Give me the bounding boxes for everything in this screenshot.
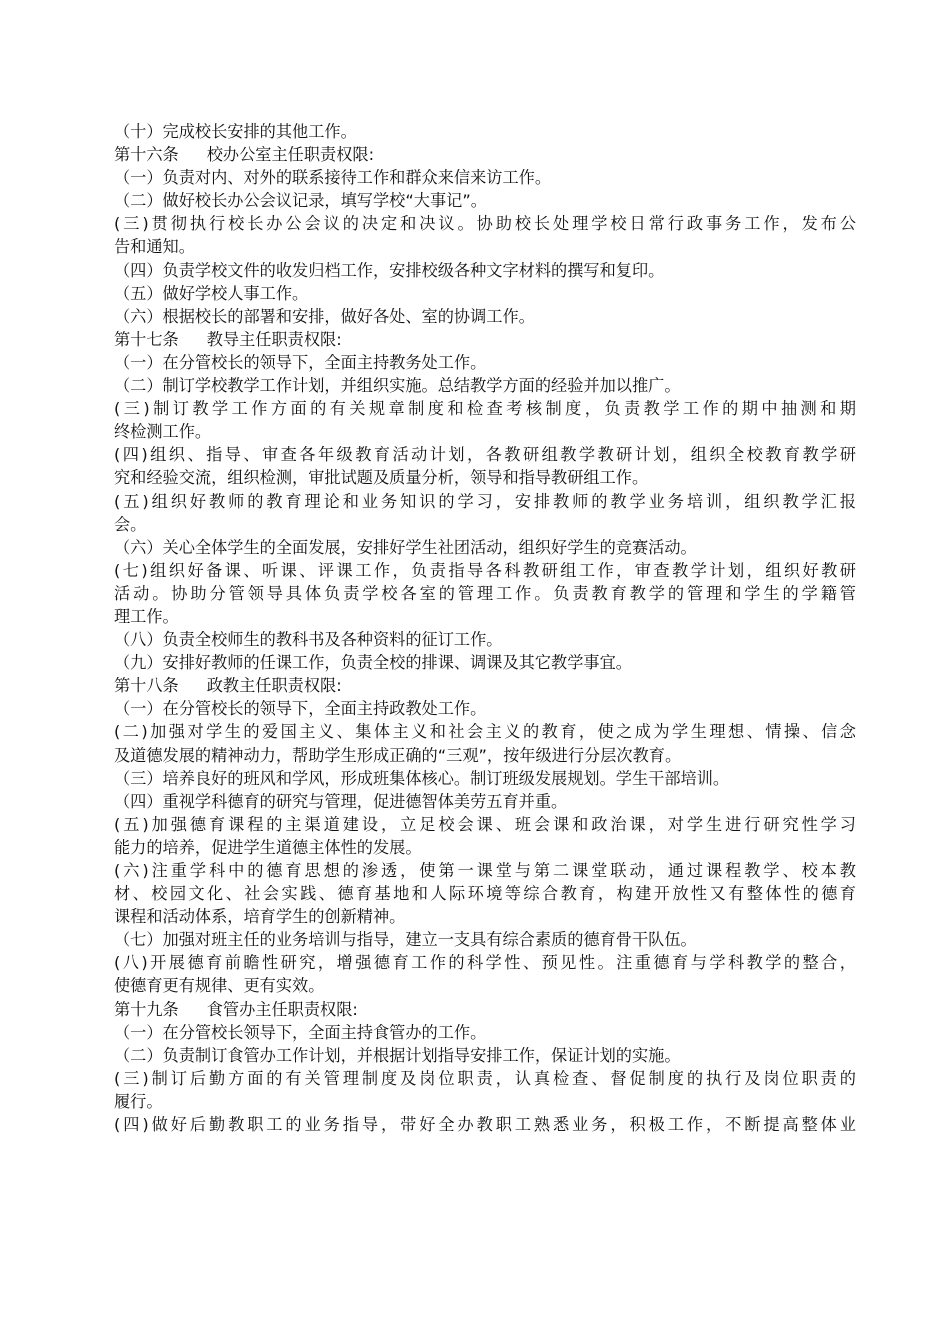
text-line: （十）完成校长安排的其他工作。 [114, 122, 357, 141]
article-heading [114, 674, 856, 697]
text-line: 会。 [114, 514, 147, 534]
text-line: （三）培养良好的班风和学风，形成班集体核心。制订班级发展规划。学生干部培训。 [114, 768, 730, 788]
text-line: (七)组织好备课、听课、评课工作，负责指导各科教研组工作，审查教学计划，组织好教研 [114, 560, 856, 580]
text-line: （四）负责学校文件的收发归档工作，安排校级各种文字材料的撰写和复印。 [114, 260, 665, 280]
text-line: (三)制订后勤方面的有关管理制度及岗位职责，认真检查、督促制度的执行及岗位职责的 [114, 1068, 856, 1088]
text-line: (六)注重学科中的德育思想的渗透，使第一课堂与第二课堂联动，通过课程教学、校本教 [114, 861, 856, 880]
text-line: (四)组织、指导、审查各年级教育活动计划，各教研组教学教研计划，组织全校教育教学研 [114, 445, 856, 465]
text-line: 履行。 [114, 1091, 163, 1111]
article-number: 第十七条 [114, 329, 179, 349]
text-line: （一）在分管校长的领导下，全面主持政教处工作。 [114, 699, 487, 719]
article-number: 第十八条 [114, 676, 179, 696]
text-line: （一）在分管校长领导下，全面主持食管办的工作。 [114, 1022, 487, 1042]
text-line: (四)做好后勤教职工的业务指导，带好全办教职工熟悉业务，积极工作，不断提高整体业 [114, 1115, 856, 1135]
document-page [114, 120, 856, 1136]
text-line: (五)加强德育课程的主渠道建设，立足校会课、班会课和政治课，对学生进行研究性学习 [114, 814, 856, 834]
article-title: 校办公室主任职责权限: [206, 145, 375, 165]
text-line: 活动。协助分管领导具体负责学校各室的管理工作。负责教育教学的管理和学生的学籍管 [114, 583, 856, 603]
text-line: 及道德发展的精神动力，帮助学生形成正确的“三观”，按年级进行分层次教育。 [114, 745, 682, 765]
text-line: 能力的培养，促进学生道德主体性的发展。 [114, 837, 422, 857]
text-line: （九）安排好教师的任课工作，负责全校的排课、调课及其它教学事宜。 [114, 653, 632, 673]
article-title: 政教主任职责权限: [206, 676, 342, 696]
text-line: 材、校园文化、社会实践、德育基地和人际环境等综合教育，构建开放性又有整体性的德育 [114, 884, 856, 904]
text-line: 告和通知。 [114, 237, 195, 257]
article-title: 教导主任职责权限: [206, 329, 342, 349]
text-line: (二)加强对学生的爱国主义、集体主义和社会主义的教育，使之成为学生理想、情操、信念 [114, 722, 856, 742]
text-line: (五)组织好教师的教育理论和业务知识的学习，安排教师的教学业务培训，组织教学汇报 [114, 491, 856, 511]
text-line: (三)制订教学工作方面的有关规章制度和检查考核制度，负责教学工作的期中抽测和期 [114, 399, 856, 419]
text-line: 究和经验交流，组织检测，审批试题及质量分析，领导和指导教研组工作。 [114, 468, 649, 488]
text-line: （六）根据校长的部署和安排，做好各处、室的协调工作。 [114, 306, 535, 326]
article-number: 第十九条 [114, 999, 179, 1019]
text-line: 使德育更有规律、更有实效。 [114, 976, 325, 996]
article-heading [114, 328, 856, 351]
text-line: （二）负责制订食管办工作计划，并根据计划指导安排工作，保证计划的实施。 [114, 1045, 681, 1065]
text-line: （一）负责对内、对外的联系接待工作和群众来信来访工作。 [114, 168, 552, 188]
text-line: (八)开展德育前瞻性研究，增强德育工作的科学性、预见性。注重德育与学科教学的整合， [114, 953, 856, 973]
text-line: 理工作。 [114, 606, 179, 626]
article-heading [114, 998, 856, 1021]
text-line: （五）做好学校人事工作。 [114, 283, 309, 303]
text-line: （二）制订学校教学工作计划，并组织实施。总结教学方面的经验并加以推广。 [114, 376, 681, 396]
text-line: (三)贯彻执行校长办公会议的决定和决议。协助校长处理学校日常行政事务工作，发布公 [114, 214, 856, 234]
article-heading [114, 143, 856, 166]
text-line: （七）加强对班主任的业务培训与指导，建立一支具有综合素质的德育骨干队伍。 [114, 930, 697, 950]
text-line: （八）负责全校师生的教科书及各种资料的征订工作。 [114, 630, 503, 650]
article-title: 食管办主任职责权限: [206, 999, 358, 1019]
text-line: （四）重视学科德育的研究与管理，促进德智体美劳五育并重。 [114, 791, 568, 811]
text-line: 终检测工作。 [114, 422, 212, 442]
text-line: （六）关心全体学生的全面发展，安排好学生社团活动，组织好学生的竞赛活动。 [114, 537, 697, 557]
text-line: 课程和活动体系，培育学生的创新精神。 [114, 907, 406, 927]
article-number: 第十六条 [114, 145, 179, 165]
text-line: （一）在分管校长的领导下，全面主持教务处工作。 [114, 352, 487, 372]
text-line: （二）做好校长办公会议记录，填写学校“大事记”。 [114, 191, 487, 211]
